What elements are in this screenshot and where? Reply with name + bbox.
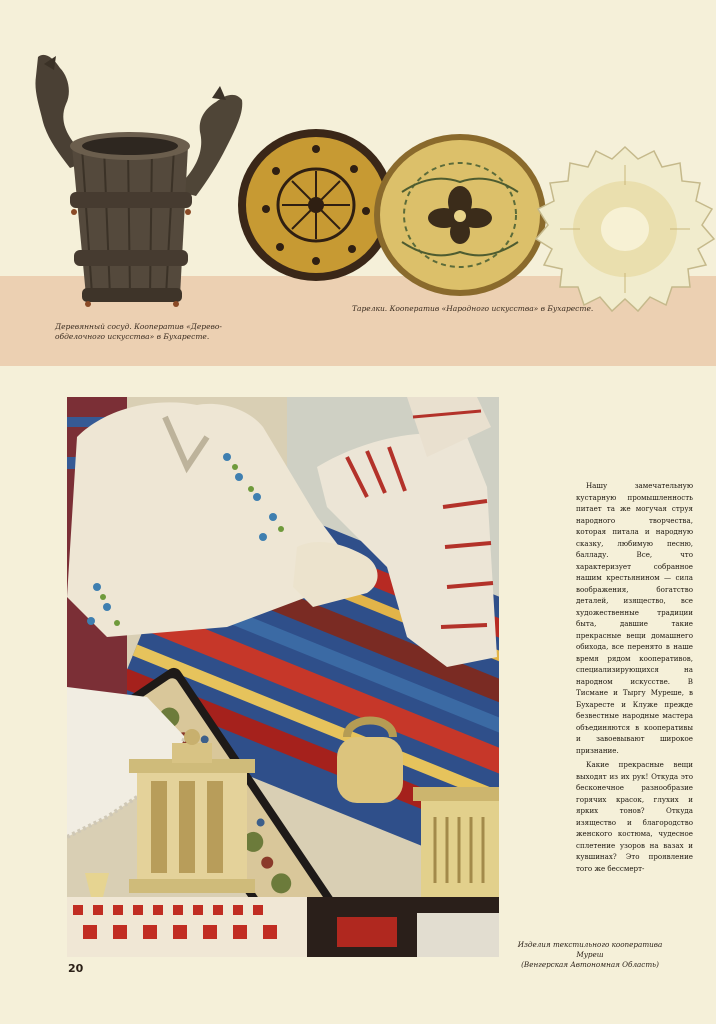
article-paragraph-1: Нашу замечательную кустарную промышленность питает та же могучая струя народного творчества, которая питала и народную сказку, любимую песню, балладу. Все, что характеризует собранное нашим крестьянином — сила воображения, богатство деталей, изящество, все художественные традиции быта, давшие такие прекрасные вещи домашнего обихода, все перенято в наше время рядом кооперативов, специализирующихся на народном искусстве. В Тисмане и Тыргу Муреше, в Бухаресте и Клуже прежде безвестные народные мастера объединяются в кооперативы и завоевывают широкое признание.	[576, 481, 693, 755]
wooden-vessel-image	[30, 52, 250, 314]
photo-caption-line-2: (Венгерская Автономная Область)	[521, 960, 659, 969]
article-text	[576, 480, 693, 874]
photo-caption	[505, 940, 675, 970]
plate-scalloped-image	[534, 145, 716, 315]
photo-caption-line-1: Изделия текстильного кооператива Муреш	[517, 940, 663, 959]
plates-caption: Тарелки. Кооператив «Народного искусства» в Бухаресте.	[352, 304, 594, 313]
bucket-caption: Деревянный сосуд. Кооператив «Дерево-обделочного искусства» в Бухаресте.	[55, 322, 222, 341]
textiles-photo	[67, 397, 499, 957]
article-paragraph-2: Какие прекрасные вещи выходят из их рук! Откуда это бесконечное разнообразие горячих красок, глухих и ярких тонов? Откуда изящество и благородство женского костюма, чудесное сплетение узоров на вазах и кувшинах? Это проявление того же бессмерт-	[576, 760, 693, 873]
top-products-band	[0, 0, 716, 368]
page-number: 20	[68, 962, 84, 975]
plate-gold-flower-image	[372, 132, 548, 298]
